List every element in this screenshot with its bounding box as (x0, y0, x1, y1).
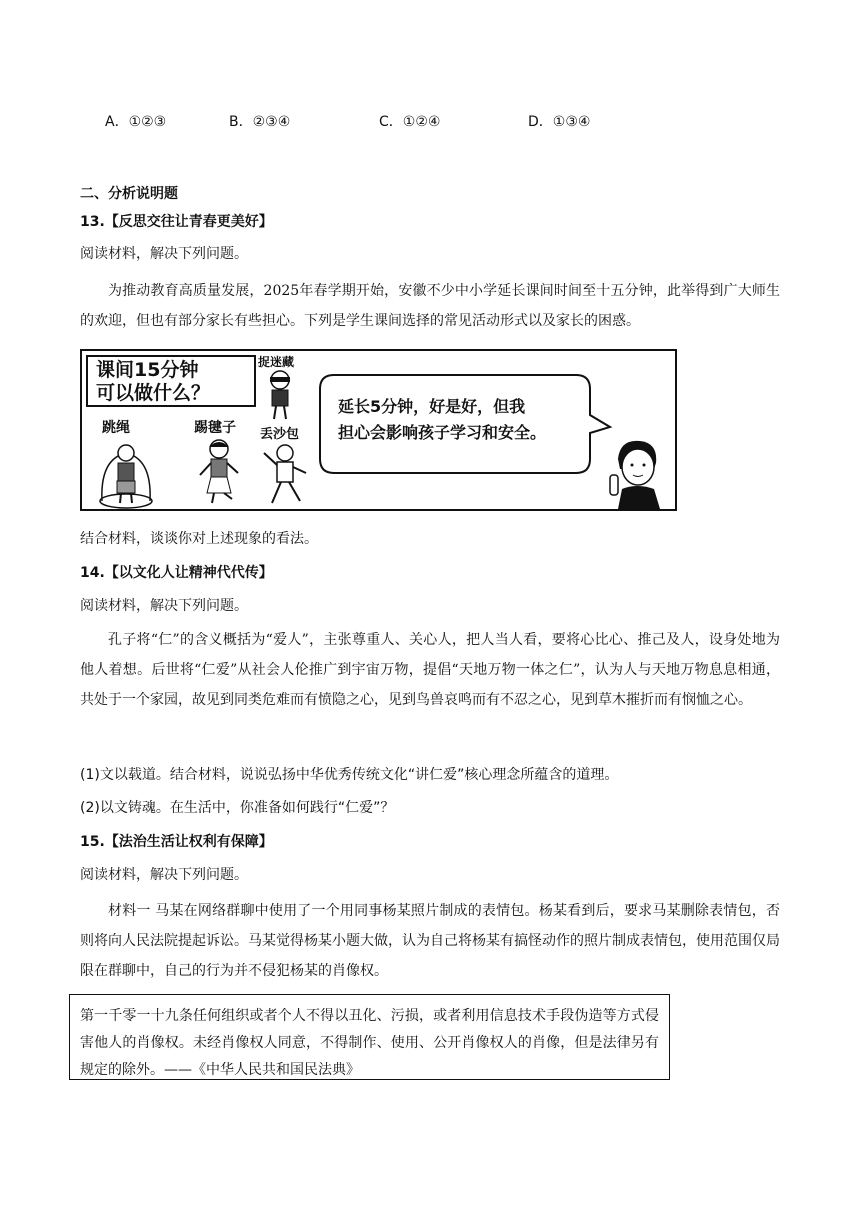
q14-instruction: 阅读材料，解决下列问题。 (80, 598, 248, 614)
q13-question: 结合材料，谈谈你对上述现象的看法。 (80, 531, 318, 547)
q13-material: 为推动教育高质量发展，2025年春学期开始，安徽不少中小学延长课间时间至十五分钟，此举得到广大师生的欢迎，但也有部分家长有些担心。下列是学生课间选择的常见活动形式以及家长的困惑。 (80, 283, 780, 329)
q14-material: 孔子将“仁”的含义概括为“爱人”，主张尊重人、关心人，把人当人看，要将心比心、推己及人，设身处地为他人着想。后世将“仁爱”从社会人伦推广到宇宙万物，提倡“天地万物一体之仁”，认为人与天地万物息息相通，共处于一个家园，故见到同类危难而有愤隐之心，见到鸟兽哀鸣而有不忍之心，见到草木摧折而有悯恤之心。 (80, 632, 780, 708)
q14-sub2: (2)以文铸魂。在生活中，你准备如何践行“仁爱”？ (80, 800, 395, 816)
option-d: D．①③④ (528, 114, 591, 130)
kid-shuttlecock-icon (192, 437, 247, 507)
activity-label-sandbag: 丢沙包 (260, 427, 300, 442)
q13-instruction: 阅读材料，解决下列问题。 (80, 246, 248, 262)
option-c: C．①②④ (379, 114, 441, 130)
activity-label-hide-and-seek: 捉迷藏 (258, 355, 295, 369)
comic-title-line2: 可以做什么？ (96, 382, 211, 404)
speech-line-1: 延长5分钟，好是好，但我 (338, 397, 526, 416)
q14-title: 14.【以文化人让精神代代传】 (80, 565, 273, 581)
option-b: B．②③④ (229, 114, 291, 130)
option-a: A．①②③ (105, 114, 167, 130)
q14-sub1: (1)文以载道。结合材料，说说弘扬中华优秀传统文化“讲仁爱”核心理念所蕴含的道理。 (80, 767, 619, 783)
speech-line-2: 担心会影响孩子学习和安全。 (338, 423, 547, 442)
q15-material1: 材料一 马某在网络群聊中使用了一个用同事杨某照片制成的表情包。杨某看到后，要求马某删除表情包，否则将向人民法院提起诉讼。马某觉得杨某小题大做，认为自己将杨某有搞怪动作的照片制成表情包，使用范围仅局限在群聊中，自己的行为并不侵犯杨某的肖像权。 (80, 903, 780, 979)
q15-title: 15.【法治生活让权利有保障】 (80, 834, 273, 850)
section-heading: 二、分析说明题 (80, 186, 178, 202)
comic-title-line1: 课间15分钟 (96, 359, 199, 381)
comic-illustration (80, 349, 677, 511)
law-excerpt-box: 第一千零一十九条任何组织或者个人不得以丑化、污损，或者利用信息技术手段伪造等方式侵害他人的肖像权。未经肖像权人同意，不得制作、使用、公开肖像权人的肖像，但是法律另有规定的除外。——《中华人民共和国民法典》 (69, 994, 670, 1080)
q13-title: 13.【反思交往让青春更美好】 (80, 214, 273, 230)
activity-label-shuttlecock: 踢毽子 (194, 420, 236, 436)
activity-label-jump-rope: 跳绳 (102, 420, 130, 436)
kid-jump-rope-icon (96, 439, 156, 509)
q15-instruction: 阅读材料，解决下列问题。 (80, 867, 248, 883)
parent-figure-icon (602, 437, 672, 509)
kid-hide-and-seek-icon (258, 369, 303, 421)
kid-sandbag-icon (258, 443, 313, 509)
